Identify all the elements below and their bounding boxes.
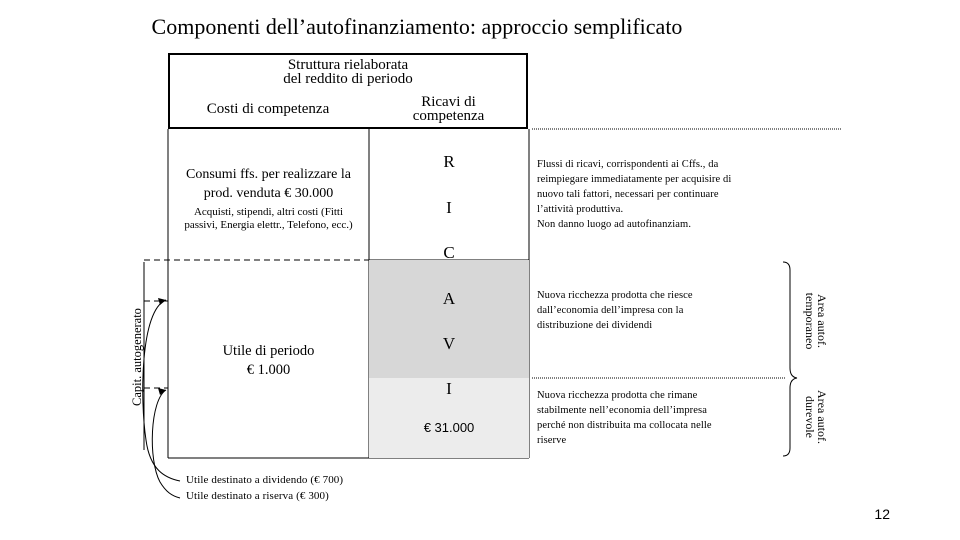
ricavi-letter-i: I [446,198,452,217]
ricavi-letter-c: C [443,243,455,262]
note-flussi-line: l’attività produttiva. [537,204,624,215]
note-riserve-line: Nuova ricchezza prodotta che rimane [537,390,698,401]
costs-label: Costi di competenza [206,101,330,117]
note-riserve-line: riserve [537,435,567,446]
note-dividendi [537,288,777,333]
note-dividendi-line: distribuzione dei dividendi [537,320,653,331]
slide-title: Componenti dell’autofinanziamento: approccio semplificato [151,14,683,39]
revenues-line-1: Ricavi di [421,94,476,110]
consumi-line-1: Consumi ffs. per realizzare la [186,167,351,182]
header-line-1: Struttura rielaborata [287,57,409,73]
note-flussi-line: Flussi di ricavi, corrispondenti ai Cffs., da [537,159,719,170]
acquisti-line-1: Acquisti, stipendi, altri costi (Fitti [193,206,344,218]
note-riserve-line: perché non distribuita ma collocata nelle [537,420,712,431]
utile-line-1: Utile di periodo [222,343,315,359]
ricavi-letter-a: A [442,289,456,308]
area-temporaneo-label [804,271,828,371]
table-header [168,58,528,86]
header-line-2: del reddito di periodo [283,71,413,87]
utile-text [168,342,369,380]
note-flussi-line: Non danno luogo ad autofinanziam. [537,219,692,230]
ricavi-total: € 31.000 [423,420,475,435]
area-durevole-line-1: Area autof. [815,390,829,444]
note-dividendi-line: Nuova ricchezza prodotta che riesce [537,290,693,301]
page-number: 12 [874,506,890,522]
area-temporaneo-line-2: temporaneo [803,292,817,350]
revenues-label [369,95,528,123]
note-dividendi-line: dall’economia dell’impresa con la [537,305,684,316]
consumi-text [168,165,369,203]
revenue-av-cell [369,260,529,378]
ricavi-letter-r: R [443,152,455,171]
acquisti-text [168,206,369,232]
area-durevole-label [804,367,828,467]
note-riserve [537,388,777,448]
capit-autogenerato-label: Capit. autogenerato [130,308,144,406]
footer-riserva: Utile destinato a riserva (€ 300) [186,490,329,502]
utile-line-2: € 1.000 [246,362,291,378]
ricavi-letter-i2: I [446,379,452,398]
acquisti-line-2: passivi, Energia elettr., Telefono, ecc.) [184,219,353,231]
note-riserve-line: stabilmente nell’economia dell’impresa [537,405,707,416]
area-durevole-line-2: durevole [803,396,817,438]
area-temporaneo-line-1: Area autof. [815,294,829,348]
footer-notes [186,472,486,504]
consumi-line-2: prod. venduta € 30.000 [203,186,334,201]
note-flussi-line: nuovo tali fattori, necessari per continuare [537,189,719,200]
note-flussi [537,157,777,232]
revenues-line-2: competenza [412,108,485,124]
footer-dividendo: Utile destinato a dividendo (€ 700) [186,474,344,486]
ricavi-letter-v: V [442,334,456,353]
note-flussi-line: reimpiegare immediatamente per acquisire di [537,174,732,185]
